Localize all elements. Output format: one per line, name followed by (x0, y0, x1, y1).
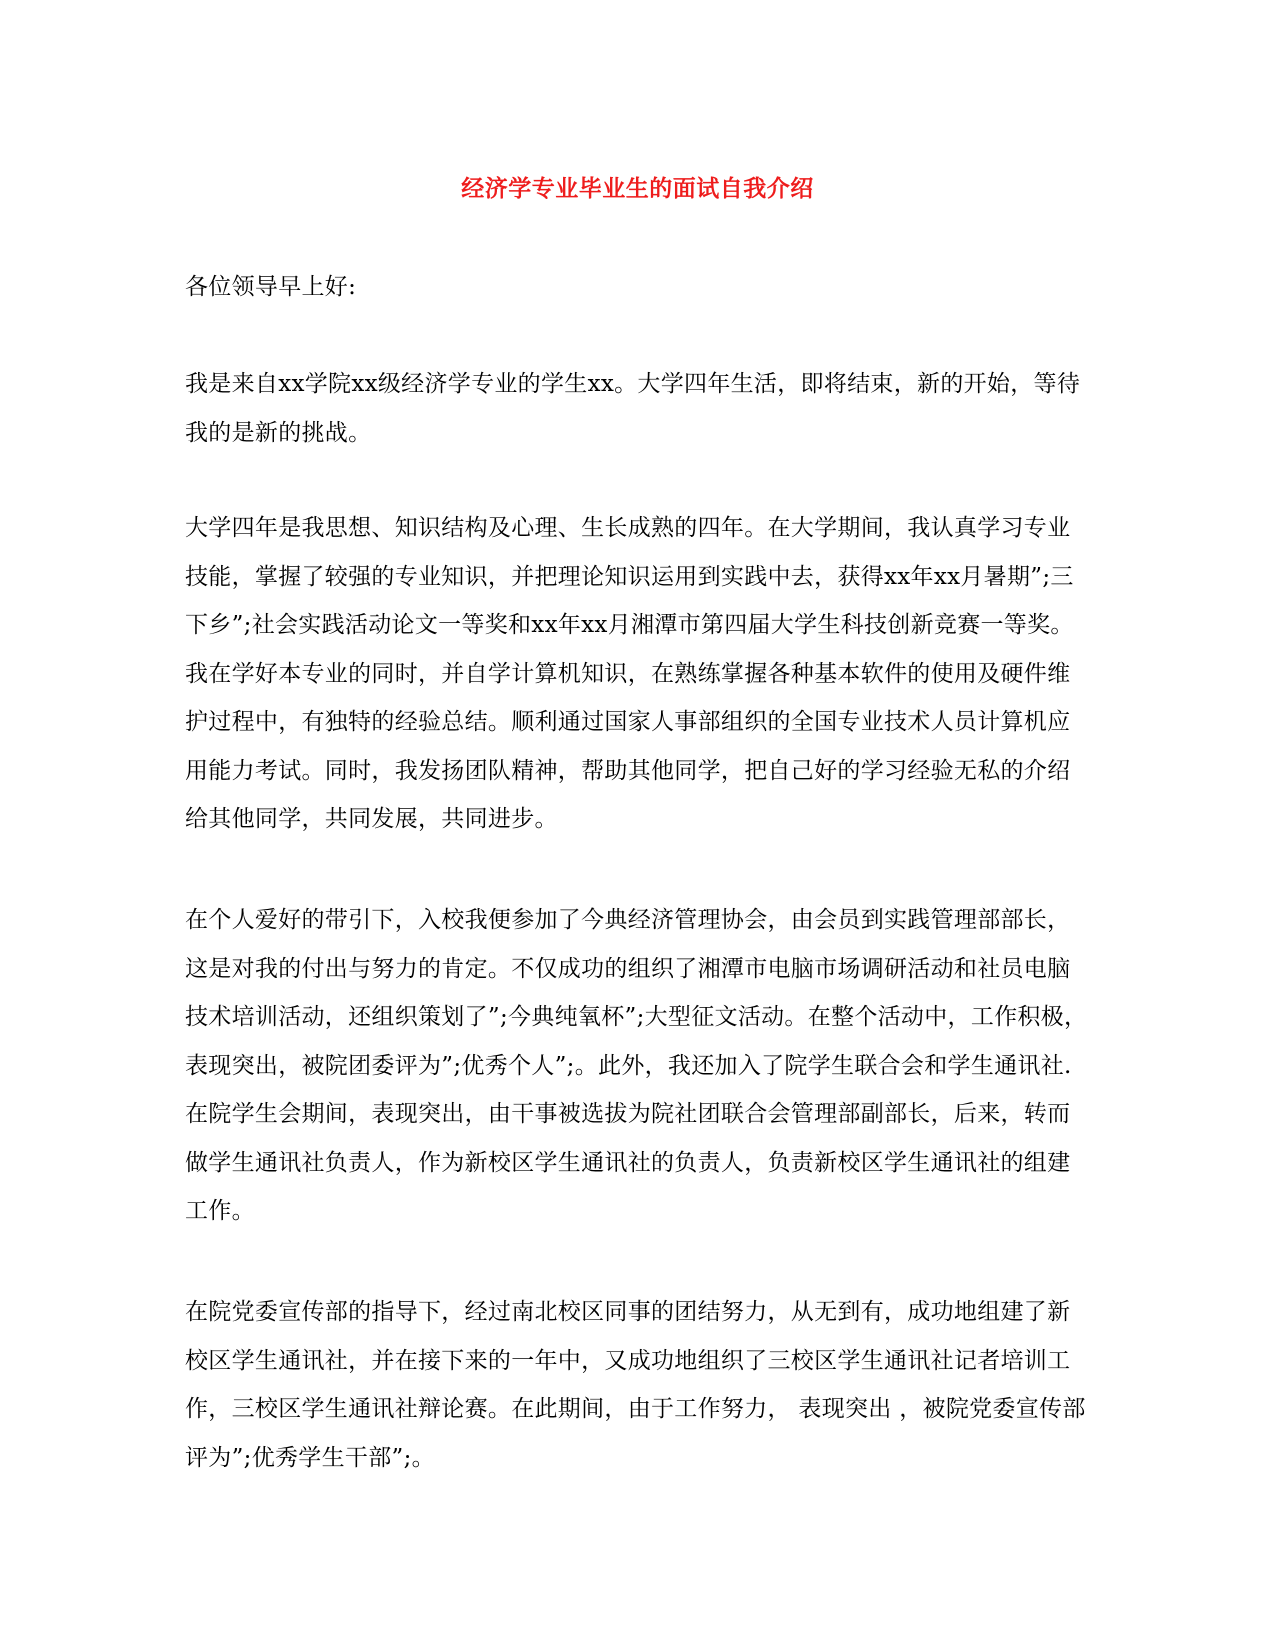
paragraph-activities: 在个人爱好的带引下，入校我便参加了今典经济管理协会，由会员到实践管理部部长，这是对我的付出与努力的肯定。不仅成功的组织了湘潭市电脑市场调研活动和社员电脑技术培训活动，还组织策划了”;今典纯氧杯”;大型征文活动。在整个活动中，工作积极，表现突出，被院团委评为”;优秀个人”;。此外，我还加入了院学生联合会和学生通讯社.在院学生会期间，表现突出，由干事被选拔为院社团联合会管理部副部长，后来，转而做学生通讯社负责人，作为新校区学生通讯社的负责人，负责新校区学生通讯社的组建工作。 (185, 907, 1088, 1224)
paragraph-intro: 我是来自xx学院xx级经济学专业的学生xx。大学四年生活，即将结束，新的开始，等待我的是新的挑战。 (185, 371, 1081, 446)
document-title: 经济学专业毕业生的面试自我介绍 (461, 175, 814, 202)
paragraph-news-agency: 在院党委宣传部的指导下，经过南北校区同事的团结努力，从无到有，成功地组建了新校区学生通讯社，并在接下来的一年中，又成功地组织了三校区学生通讯社记者培训工作，三校区学生通讯社辩论赛。在此期间，由于工作努力， 表现突出 ，被院党委宣传部评为”;优秀学生干部”;。 (185, 1299, 1086, 1471)
greeting-line: 各位领导早上好: (185, 274, 357, 300)
paragraph-study: 大学四年是我思想、知识结构及心理、生长成熟的四年。在大学期间，我认真学习专业技能，掌握了较强的专业知识，并把理论知识运用到实践中去，获得xx年xx月暑期”;三下乡”;社会实践活动论文一等奖和xx年xx月湘潭市第四届大学生科技创新竞赛一等奖。我在学好本专业的同时，并自学计算机知识，在熟练掌握各种基本软件的使用及硬件维护过程中，有独特的经验总结。顺利通过国家人事部组织的全国专业技术人员计算机应用能力考试。同时，我发扬团队精神，帮助其他同学，把自己好的学习经验无私的介绍给其他同学，共同发展，共同进步。 (185, 515, 1074, 832)
